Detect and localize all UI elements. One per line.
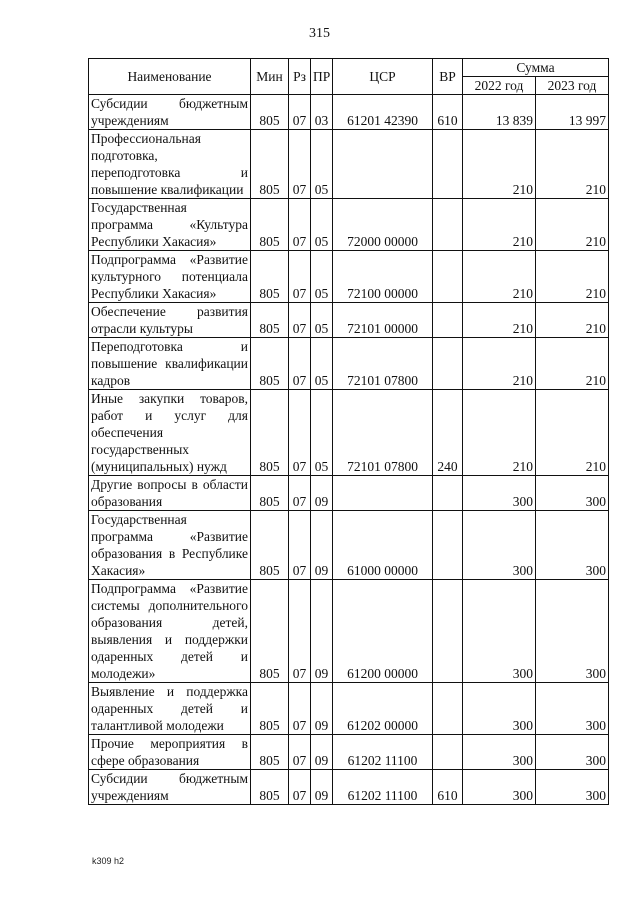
cell-min: 805 — [251, 735, 289, 770]
cell-2022: 13 839 — [463, 95, 536, 130]
cell-2022: 300 — [463, 735, 536, 770]
cell-name: Подпрограмма «Развитие культурного потенциала Республики Хакасия» — [89, 251, 251, 303]
header-sum: Сумма — [463, 59, 609, 77]
cell-vr: 610 — [433, 95, 463, 130]
table-row — [89, 95, 609, 130]
header-min: Мин — [251, 59, 289, 95]
cell-2023: 300 — [536, 735, 609, 770]
table-row — [89, 199, 609, 251]
table-row — [89, 476, 609, 511]
cell-name: Прочие мероприятия в сфере образования — [89, 735, 251, 770]
cell-vr — [433, 683, 463, 735]
cell-2023: 210 — [536, 130, 609, 199]
cell-2023: 300 — [536, 476, 609, 511]
cell-pr: 09 — [311, 735, 333, 770]
cell-pr: 09 — [311, 770, 333, 805]
budget-table — [88, 58, 609, 805]
header-row — [89, 59, 609, 77]
cell-2023: 210 — [536, 390, 609, 476]
cell-vr — [433, 476, 463, 511]
cell-rz: 07 — [289, 390, 311, 476]
cell-name: Иные закупки товаров, работ и услуг для обеспечения государственных (муниципальных) нужд — [89, 390, 251, 476]
cell-rz: 07 — [289, 199, 311, 251]
cell-vr — [433, 511, 463, 580]
cell-2022: 210 — [463, 338, 536, 390]
cell-name: Государственная программа «Развитие образования в Республике Хакасия» — [89, 511, 251, 580]
cell-vr: 240 — [433, 390, 463, 476]
cell-min: 805 — [251, 511, 289, 580]
cell-name: Субсидии бюджетным учреждениям — [89, 95, 251, 130]
cell-2023: 210 — [536, 303, 609, 338]
cell-min: 805 — [251, 770, 289, 805]
cell-vr: 610 — [433, 770, 463, 805]
cell-name: Переподготовка и повышение квалификации кадров — [89, 338, 251, 390]
cell-2022: 300 — [463, 476, 536, 511]
cell-rz: 07 — [289, 476, 311, 511]
cell-rz: 07 — [289, 95, 311, 130]
cell-pr: 05 — [311, 199, 333, 251]
cell-name: Государственная программа «Культура Республики Хакасия» — [89, 199, 251, 251]
cell-pr: 05 — [311, 338, 333, 390]
table-row — [89, 390, 609, 476]
cell-pr: 03 — [311, 95, 333, 130]
cell-min: 805 — [251, 130, 289, 199]
table-row — [89, 580, 609, 683]
cell-rz: 07 — [289, 580, 311, 683]
cell-min: 805 — [251, 338, 289, 390]
table-row — [89, 130, 609, 199]
table-row — [89, 303, 609, 338]
cell-csr: 72101 07800 — [333, 338, 433, 390]
cell-vr — [433, 130, 463, 199]
cell-min: 805 — [251, 199, 289, 251]
cell-rz: 07 — [289, 130, 311, 199]
cell-min: 805 — [251, 683, 289, 735]
table-row — [89, 511, 609, 580]
header-vr: ВР — [433, 59, 463, 95]
cell-pr: 09 — [311, 511, 333, 580]
cell-pr: 09 — [311, 476, 333, 511]
cell-name: Профессиональная подготовка, переподготовка и повышение квалификации — [89, 130, 251, 199]
page-number: 315 — [309, 26, 330, 41]
cell-rz: 07 — [289, 251, 311, 303]
cell-min: 805 — [251, 580, 289, 683]
cell-csr: 72100 00000 — [333, 251, 433, 303]
header-pr: ПР — [311, 59, 333, 95]
cell-vr — [433, 199, 463, 251]
table-row — [89, 251, 609, 303]
cell-2022: 300 — [463, 580, 536, 683]
cell-pr: 05 — [311, 251, 333, 303]
cell-2022: 300 — [463, 683, 536, 735]
header-csr: ЦСР — [333, 59, 433, 95]
cell-2022: 210 — [463, 390, 536, 476]
cell-csr: 72101 07800 — [333, 390, 433, 476]
cell-rz: 07 — [289, 770, 311, 805]
cell-2023: 300 — [536, 580, 609, 683]
cell-2023: 210 — [536, 251, 609, 303]
cell-2022: 300 — [463, 770, 536, 805]
cell-2023: 210 — [536, 199, 609, 251]
cell-min: 805 — [251, 390, 289, 476]
cell-rz: 07 — [289, 511, 311, 580]
cell-csr — [333, 476, 433, 511]
cell-csr: 61000 00000 — [333, 511, 433, 580]
cell-vr — [433, 251, 463, 303]
table-row — [89, 735, 609, 770]
cell-csr: 61202 11100 — [333, 735, 433, 770]
cell-rz: 07 — [289, 303, 311, 338]
cell-pr: 05 — [311, 390, 333, 476]
cell-name: Обеспечение развития отрасли культуры — [89, 303, 251, 338]
cell-pr: 09 — [311, 683, 333, 735]
cell-name: Субсидии бюджетным учреждениям — [89, 770, 251, 805]
header-2022: 2022 год — [463, 77, 536, 95]
cell-2023: 300 — [536, 683, 609, 735]
cell-vr — [433, 735, 463, 770]
cell-vr — [433, 303, 463, 338]
cell-min: 805 — [251, 476, 289, 511]
header-2023: 2023 год — [536, 77, 609, 95]
cell-csr: 72101 00000 — [333, 303, 433, 338]
cell-pr: 09 — [311, 580, 333, 683]
cell-csr: 72000 00000 — [333, 199, 433, 251]
table-row — [89, 338, 609, 390]
cell-csr: 61202 11100 — [333, 770, 433, 805]
cell-2023: 300 — [536, 770, 609, 805]
cell-2022: 300 — [463, 511, 536, 580]
cell-csr: 61201 42390 — [333, 95, 433, 130]
cell-csr: 61202 00000 — [333, 683, 433, 735]
cell-2022: 210 — [463, 199, 536, 251]
table-row — [89, 770, 609, 805]
header-rz: Рз — [289, 59, 311, 95]
cell-2022: 210 — [463, 130, 536, 199]
cell-2023: 13 997 — [536, 95, 609, 130]
table-row — [89, 683, 609, 735]
cell-2022: 210 — [463, 251, 536, 303]
cell-min: 805 — [251, 303, 289, 338]
footer-code: k309 h2 — [92, 856, 125, 866]
cell-min: 805 — [251, 251, 289, 303]
header-name: Наименование — [89, 59, 251, 95]
cell-rz: 07 — [289, 683, 311, 735]
table-body — [89, 95, 609, 805]
cell-2023: 210 — [536, 338, 609, 390]
cell-vr — [433, 580, 463, 683]
cell-pr: 05 — [311, 130, 333, 199]
cell-2023: 300 — [536, 511, 609, 580]
cell-csr — [333, 130, 433, 199]
cell-pr: 05 — [311, 303, 333, 338]
cell-2022: 210 — [463, 303, 536, 338]
cell-min: 805 — [251, 95, 289, 130]
cell-csr: 61200 00000 — [333, 580, 433, 683]
cell-vr — [433, 338, 463, 390]
cell-rz: 07 — [289, 735, 311, 770]
cell-name: Другие вопросы в области образования — [89, 476, 251, 511]
cell-rz: 07 — [289, 338, 311, 390]
cell-name: Подпрограмма «Развитие системы дополнительного образования детей, выявления и поддержки одаренных детей и молодежи» — [89, 580, 251, 683]
cell-name: Выявление и поддержка одаренных детей и талантливой молодежи — [89, 683, 251, 735]
